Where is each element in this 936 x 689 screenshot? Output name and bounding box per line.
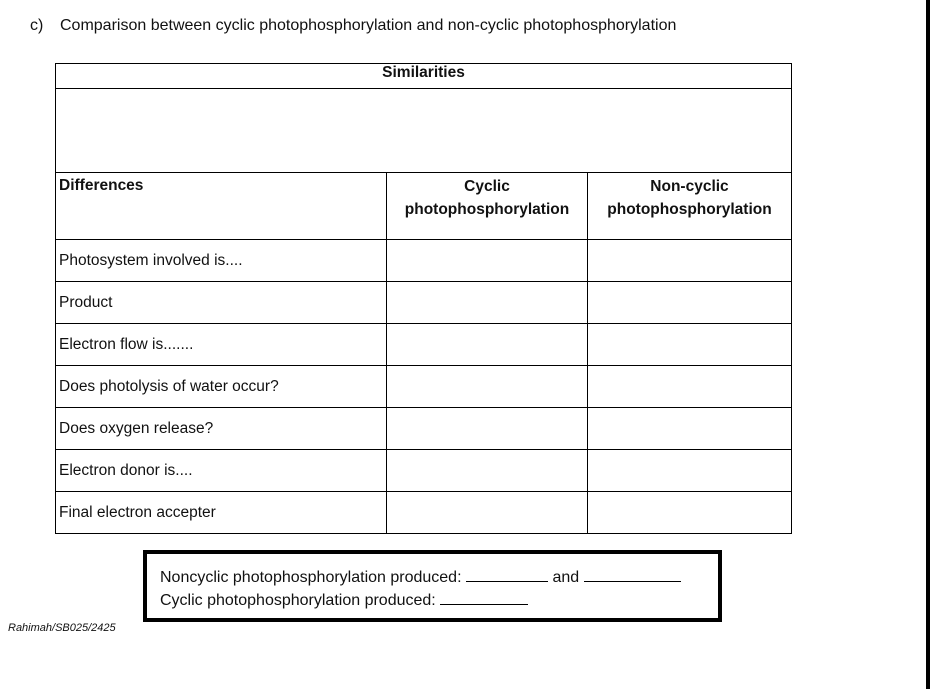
question-title: Comparison between cyclic photophosphorylation and non-cyclic photophosphorylation — [60, 17, 677, 34]
author-footer: Rahimah/SB025/2425 — [8, 622, 116, 634]
table-row — [56, 282, 792, 324]
noncyclic-products-label: Noncyclic photophosphorylation produced: — [160, 569, 462, 586]
noncyclic-products-line — [160, 566, 681, 587]
row-label: Electron flow is....... — [56, 324, 387, 366]
and-text: and — [552, 569, 580, 586]
cyclic-answer-cell[interactable] — [387, 408, 588, 450]
page-right-border — [926, 0, 930, 689]
row-label: Does photolysis of water occur? — [56, 366, 387, 408]
noncyclic-answer-cell[interactable] — [588, 324, 792, 366]
differences-header: Differences — [56, 173, 387, 240]
table-row — [56, 492, 792, 534]
cyclic-products-label: Cyclic photophosphorylation produced: — [160, 592, 436, 609]
table-row — [56, 324, 792, 366]
cyclic-answer-cell[interactable] — [387, 282, 588, 324]
similarities-header: Similarities — [56, 64, 792, 89]
noncyclic-answer-cell[interactable] — [588, 450, 792, 492]
cyclic-header-line1: Cyclic — [464, 178, 510, 195]
cyclic-header — [387, 173, 588, 240]
noncyclic-answer-cell[interactable] — [588, 492, 792, 534]
table-row — [56, 366, 792, 408]
noncyclic-header — [588, 173, 792, 240]
products-box — [143, 550, 722, 622]
similarities-header-row — [56, 64, 792, 89]
row-label: Final electron accepter — [56, 492, 387, 534]
cyclic-product-blank[interactable] — [440, 589, 528, 605]
noncyclic-product-blank-1[interactable] — [466, 566, 548, 582]
noncyclic-answer-cell[interactable] — [588, 282, 792, 324]
comparison-table — [55, 63, 792, 534]
cyclic-header-line2: photophosphorylation — [404, 201, 570, 218]
cyclic-answer-cell[interactable] — [387, 366, 588, 408]
cyclic-answer-cell[interactable] — [387, 450, 588, 492]
noncyclic-answer-cell[interactable] — [588, 408, 792, 450]
row-label: Product — [56, 282, 387, 324]
similarities-answer-row — [56, 89, 792, 173]
noncyclic-header-line1: Non-cyclic — [650, 178, 729, 195]
table-row — [56, 450, 792, 492]
noncyclic-product-blank-2[interactable] — [584, 566, 681, 582]
similarities-answer-cell[interactable] — [56, 89, 792, 173]
row-label: Electron donor is.... — [56, 450, 387, 492]
differences-header-row — [56, 173, 792, 240]
row-label: Photosystem involved is.... — [56, 240, 387, 282]
cyclic-answer-cell[interactable] — [387, 492, 588, 534]
noncyclic-answer-cell[interactable] — [588, 366, 792, 408]
table-row — [56, 240, 792, 282]
noncyclic-header-line2: photophosphorylation — [607, 201, 772, 218]
question-heading — [30, 17, 676, 35]
cyclic-answer-cell[interactable] — [387, 324, 588, 366]
cyclic-products-line — [160, 589, 528, 610]
noncyclic-answer-cell[interactable] — [588, 240, 792, 282]
question-label: c) — [30, 17, 44, 34]
cyclic-answer-cell[interactable] — [387, 240, 588, 282]
table-row — [56, 408, 792, 450]
row-label: Does oxygen release? — [56, 408, 387, 450]
